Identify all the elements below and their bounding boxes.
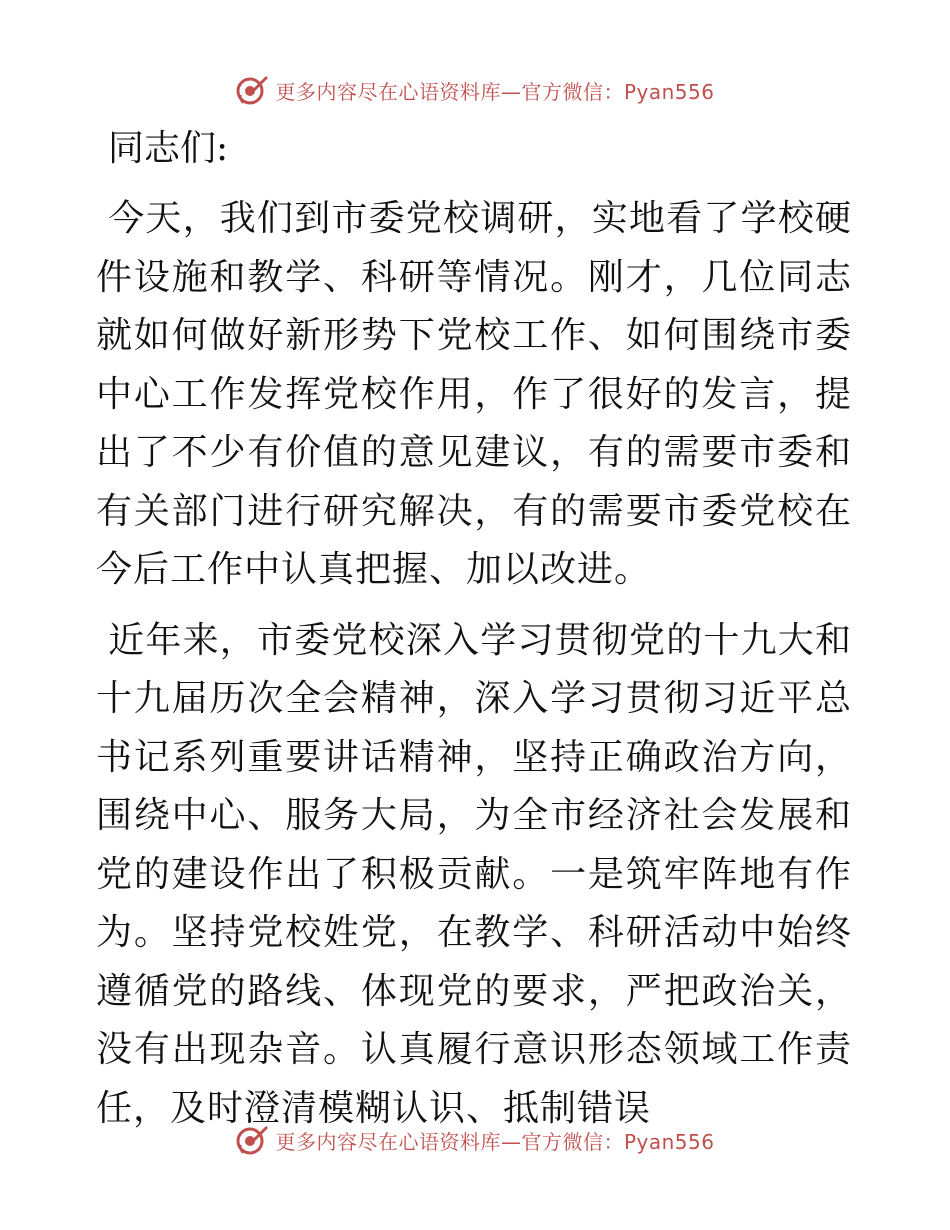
banner-text: 更多内容尽在心语资料库—官方微信：Pyan556 (275, 1129, 715, 1154)
header-banner (0, 70, 950, 110)
salutation: 同志们: (108, 128, 229, 169)
paragraph-2 (96, 612, 852, 1139)
paragraph-1 (96, 190, 852, 600)
footer-banner (0, 1120, 950, 1160)
banner-text: 更多内容尽在心语资料库—官方微信：Pyan556 (275, 79, 715, 104)
red-pen-logo-icon (235, 73, 269, 107)
red-pen-logo-icon (235, 1123, 269, 1157)
paragraph-text: 近年来，市委党校深入学习贯彻党的十九大和十九届历次全会精神，深入学习贯彻习近平总书记系列重要讲话精神，坚持正确政治方向，围绕中心、服务大局，为全市经济社会发展和党的建设作出了积极贡献。一是筑牢阵地有作为。坚持党校姓党，在教学、科研活动中始终遵循党的路线、体现党的要求，严把政治关，没有出现杂音。认真履行意识形态领域工作责任，及时澄清模糊认识、抵制错误 (96, 619, 852, 1129)
document-body (96, 120, 852, 1150)
paragraph-text: 今天，我们到市委党校调研，实地看了学校硬件设施和教学、科研等情况。刚才，几位同志就如何做好新形势下党校工作、如何围绕市委中心工作发挥党校作用，作了很好的发言，提出了不少有价值的意见建议，有的需要市委和有关部门进行研究解决，有的需要市委党校在今后工作中认真把握、加以改进。 (96, 198, 852, 590)
